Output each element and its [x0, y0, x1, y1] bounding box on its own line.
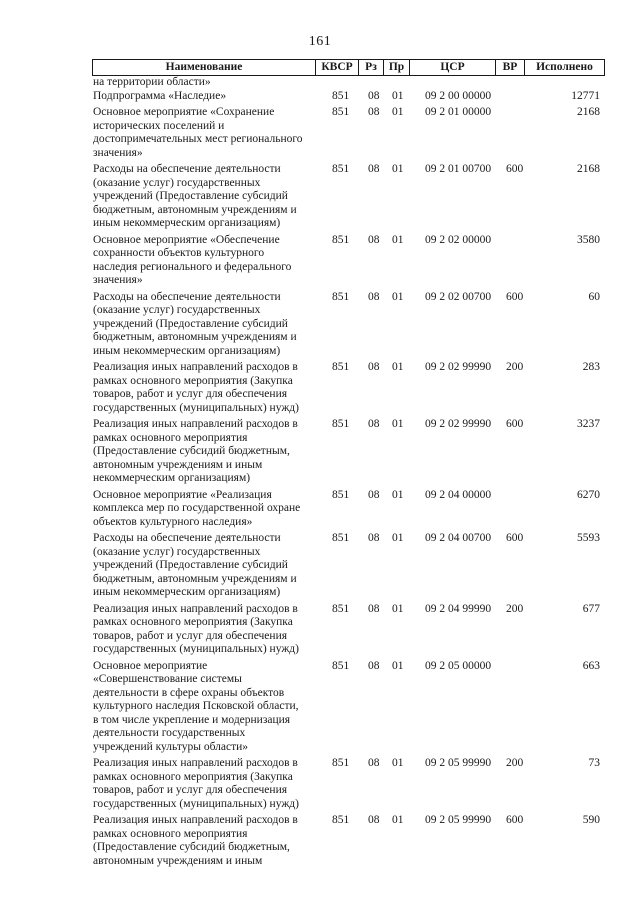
column-header-isp: Исполнено — [524, 60, 604, 75]
cell-isp: 6270 — [577, 488, 600, 501]
cell-name-line: исторических поселений и — [93, 119, 225, 132]
cell-name-line: «Совершенствование системы — [93, 673, 242, 685]
cell-csr: 09 2 05 00000 — [425, 659, 492, 672]
cell-pr: 01 — [392, 163, 404, 175]
cell-rz: 08 — [368, 814, 380, 826]
cell-name-line: Реализация иных направлений расходов в — [93, 361, 298, 373]
cell-name-line: некоммерческим организациям) — [93, 472, 251, 484]
cell-csr: 09 2 05 99990 — [425, 757, 492, 769]
cell-kvsr: 851 — [332, 659, 350, 672]
cell-rz: 08 — [368, 89, 380, 102]
cell-vr: 600 — [506, 532, 524, 544]
cell-name-line: (Предоставление субсидий бюджетным, — [93, 445, 290, 457]
cell-kvsr: 851 — [332, 602, 350, 615]
table-row — [92, 660, 605, 755]
cell-name-line: учреждений (Предоставление субсидий — [93, 317, 288, 330]
cell-csr: 09 2 04 00700 — [425, 532, 492, 544]
cell-pr: 01 — [392, 602, 404, 615]
table-row — [92, 76, 605, 90]
cell-isp: 5593 — [577, 532, 600, 544]
cell-pr: 01 — [392, 418, 404, 430]
cell-name — [92, 489, 314, 530]
cell-vr: 600 — [506, 418, 524, 430]
cell-name — [92, 90, 314, 104]
cell-name-line: государственных (муниципальных) нужд) — [93, 643, 299, 655]
cell-name-line: автономным учреждениям и иным — [93, 458, 263, 471]
cell-vr: 600 — [506, 290, 524, 303]
cell-isp: 73 — [588, 757, 600, 769]
cell-csr: 09 2 02 99990 — [425, 418, 492, 430]
cell-pr: 01 — [392, 532, 404, 544]
cell-name-line: культурного наследия Псковской области, — [93, 700, 299, 712]
cell-name — [92, 418, 314, 486]
cell-pr: 01 — [392, 233, 404, 246]
cell-vr: 200 — [506, 361, 524, 373]
cell-isp: 3580 — [577, 233, 600, 246]
cell-name-line: Основное мероприятие «Сохранение — [93, 106, 275, 118]
cell-name-line: наследия регионального и федерального — [93, 260, 292, 273]
cell-pr: 01 — [392, 757, 404, 769]
cell-pr: 01 — [392, 290, 404, 303]
cell-name-line: достопримечательных мест регионального — [93, 133, 303, 145]
cell-name-line: бюджетным, автономным учреждениям и — [93, 331, 297, 343]
cell-name — [92, 757, 314, 811]
cell-name-line: иным некоммерческим организациям) — [93, 344, 281, 357]
cell-vr: 200 — [506, 602, 524, 615]
cell-name-line: рамках основного мероприятия (Закупка — [93, 616, 293, 628]
cell-name-line: комплекса мер по государственной охране — [93, 502, 301, 514]
cell-rz: 08 — [368, 757, 380, 769]
cell-name-line: товаров, работ и услуг для обеспечения — [93, 629, 288, 642]
cell-name-line: рамках основного мероприятия — [93, 827, 248, 840]
cell-name-line: бюджетным, автономным учреждениям и — [93, 572, 297, 585]
cell-name-line: Реализация иных направлений расходов в — [93, 602, 298, 615]
cell-csr: 09 2 01 00700 — [425, 163, 492, 175]
table-row — [92, 418, 605, 486]
cell-name-line: в том числе укрепление и модернизация — [93, 713, 291, 726]
cell-kvsr: 851 — [332, 757, 350, 769]
cell-name-line: иным некоммерческим организациям) — [93, 217, 281, 229]
cell-csr: 09 2 02 99990 — [425, 361, 492, 373]
cell-name-line: деятельности в сфере охраны объектов — [93, 686, 285, 699]
cell-pr: 01 — [392, 488, 404, 501]
cell-name-line: Основное мероприятие «Обеспечение — [93, 233, 280, 246]
cell-kvsr: 851 — [332, 106, 350, 118]
table-row — [92, 489, 605, 530]
cell-name-line: Реализация иных направлений расходов в — [93, 814, 298, 826]
column-header-rz: Рз — [358, 60, 383, 75]
cell-name-line: Расходы на обеспечение деятельности — [93, 532, 281, 544]
cell-name-line: (оказание услуг) государственных — [93, 176, 261, 189]
cell-name-line: Основное мероприятие — [93, 659, 208, 672]
cell-pr: 01 — [392, 361, 404, 373]
cell-rz: 08 — [368, 418, 380, 430]
cell-kvsr: 851 — [332, 488, 350, 501]
cell-name — [92, 361, 314, 415]
cell-name-line: автономным учреждениям и иным — [93, 854, 263, 867]
cell-name-line: на территории области» — [93, 76, 211, 88]
cell-isp: 2168 — [577, 163, 600, 175]
cell-vr: 600 — [506, 814, 524, 826]
cell-kvsr: 851 — [332, 814, 350, 826]
cell-isp: 663 — [582, 659, 600, 672]
cell-name-line: учреждений (Предоставление субсидий — [93, 190, 288, 202]
table-header — [92, 59, 605, 76]
cell-isp: 677 — [582, 602, 600, 615]
cell-kvsr: 851 — [332, 418, 350, 430]
cell-name — [92, 532, 314, 600]
cell-csr: 09 2 04 00000 — [425, 488, 492, 501]
cell-name — [92, 106, 314, 160]
cell-name — [92, 660, 314, 755]
table-row — [92, 814, 605, 868]
cell-kvsr: 851 — [332, 163, 350, 175]
cell-name — [92, 234, 314, 288]
cell-isp: 283 — [582, 361, 600, 373]
cell-pr: 01 — [392, 89, 404, 102]
table-row — [92, 603, 605, 657]
cell-pr: 01 — [392, 814, 404, 826]
cell-pr: 01 — [392, 106, 404, 118]
cell-name-line: Реализация иных направлений расходов в — [93, 418, 298, 430]
cell-name-line: Реализация иных направлений расходов в — [93, 757, 298, 769]
cell-rz: 08 — [368, 106, 380, 118]
cell-kvsr: 851 — [332, 290, 350, 303]
table-row — [92, 361, 605, 415]
cell-csr: 09 2 02 00000 — [425, 233, 492, 246]
cell-rz: 08 — [368, 290, 380, 303]
cell-name-line: бюджетным, автономным учреждениям и — [93, 203, 297, 216]
cell-name-line: товаров, работ и услуг для обеспечения — [93, 388, 288, 400]
cell-isp: 60 — [588, 290, 600, 303]
cell-isp: 590 — [582, 814, 600, 826]
cell-isp: 3237 — [577, 418, 600, 430]
cell-rz: 08 — [368, 659, 380, 672]
cell-name-line: объектов культурного наследия» — [93, 515, 253, 528]
cell-name-line: Расходы на обеспечение деятельности — [93, 290, 281, 303]
cell-kvsr: 851 — [332, 361, 350, 373]
cell-isp: 12771 — [571, 89, 600, 102]
cell-rz: 08 — [368, 488, 380, 501]
cell-name-line: товаров, работ и услуг для обеспечения — [93, 784, 288, 796]
cell-name — [92, 603, 314, 657]
cell-kvsr: 851 — [332, 89, 350, 102]
cell-rz: 08 — [368, 233, 380, 246]
cell-rz: 08 — [368, 532, 380, 544]
cell-name-line: государственных (муниципальных) нужд) — [93, 401, 299, 414]
cell-name-line: учреждений культуры области» — [93, 740, 249, 753]
cell-name-line: иным некоммерческим организациям) — [93, 586, 281, 598]
column-header-name: Наименование — [165, 61, 243, 73]
cell-csr: 09 2 02 00700 — [425, 290, 492, 303]
cell-name-line: сохранности объектов культурного — [93, 247, 265, 259]
cell-name-line: Основное мероприятие «Реализация — [93, 488, 272, 501]
table-body — [92, 76, 605, 871]
table-row — [92, 234, 605, 288]
cell-name-line: Подпрограмма «Наследие» — [93, 89, 227, 102]
table-row — [92, 90, 605, 104]
cell-name — [92, 76, 314, 90]
cell-name-line: деятельности государственных — [93, 727, 246, 739]
cell-name-line: Расходы на обеспечение деятельности — [93, 163, 281, 175]
cell-pr: 01 — [392, 659, 404, 672]
column-header-pr: Пр — [383, 60, 409, 75]
column-header-csr: ЦСР — [409, 60, 495, 75]
cell-rz: 08 — [368, 163, 380, 175]
cell-name-line: (Предоставление субсидий бюджетным, — [93, 841, 290, 853]
column-header-vr: ВР — [495, 60, 524, 75]
cell-vr: 200 — [506, 757, 524, 769]
cell-name-line: государственных (муниципальных) нужд) — [93, 797, 299, 810]
cell-csr: 09 2 05 99990 — [425, 814, 492, 826]
column-header-kvsr: КВСР — [315, 60, 358, 75]
cell-name-line: (оказание услуг) государственных — [93, 304, 261, 316]
cell-name-line: значения» — [93, 146, 143, 159]
cell-name — [92, 163, 314, 231]
cell-name-line: рамках основного мероприятия (Закупка — [93, 374, 293, 387]
cell-kvsr: 851 — [332, 233, 350, 246]
table-row — [92, 757, 605, 811]
cell-rz: 08 — [368, 361, 380, 373]
cell-kvsr: 851 — [332, 532, 350, 544]
page-number: 161 — [308, 34, 332, 49]
table-row — [92, 291, 605, 359]
cell-name-line: рамках основного мероприятия (Закупка — [93, 770, 293, 783]
cell-csr: 09 2 04 99990 — [425, 602, 492, 615]
cell-name-line: рамках основного мероприятия — [93, 431, 248, 444]
cell-rz: 08 — [368, 602, 380, 615]
table-row — [92, 532, 605, 600]
cell-csr: 09 2 01 00000 — [425, 106, 492, 118]
cell-csr: 09 2 00 00000 — [425, 89, 492, 102]
cell-name — [92, 291, 314, 359]
table-row — [92, 106, 605, 160]
cell-name-line: (оказание услуг) государственных — [93, 545, 261, 558]
table-row — [92, 163, 605, 231]
cell-name-line: учреждений (Предоставление субсидий — [93, 559, 288, 571]
cell-isp: 2168 — [577, 106, 600, 118]
cell-name-line: значения» — [93, 274, 143, 286]
cell-vr: 600 — [506, 163, 524, 175]
cell-name — [92, 814, 314, 868]
